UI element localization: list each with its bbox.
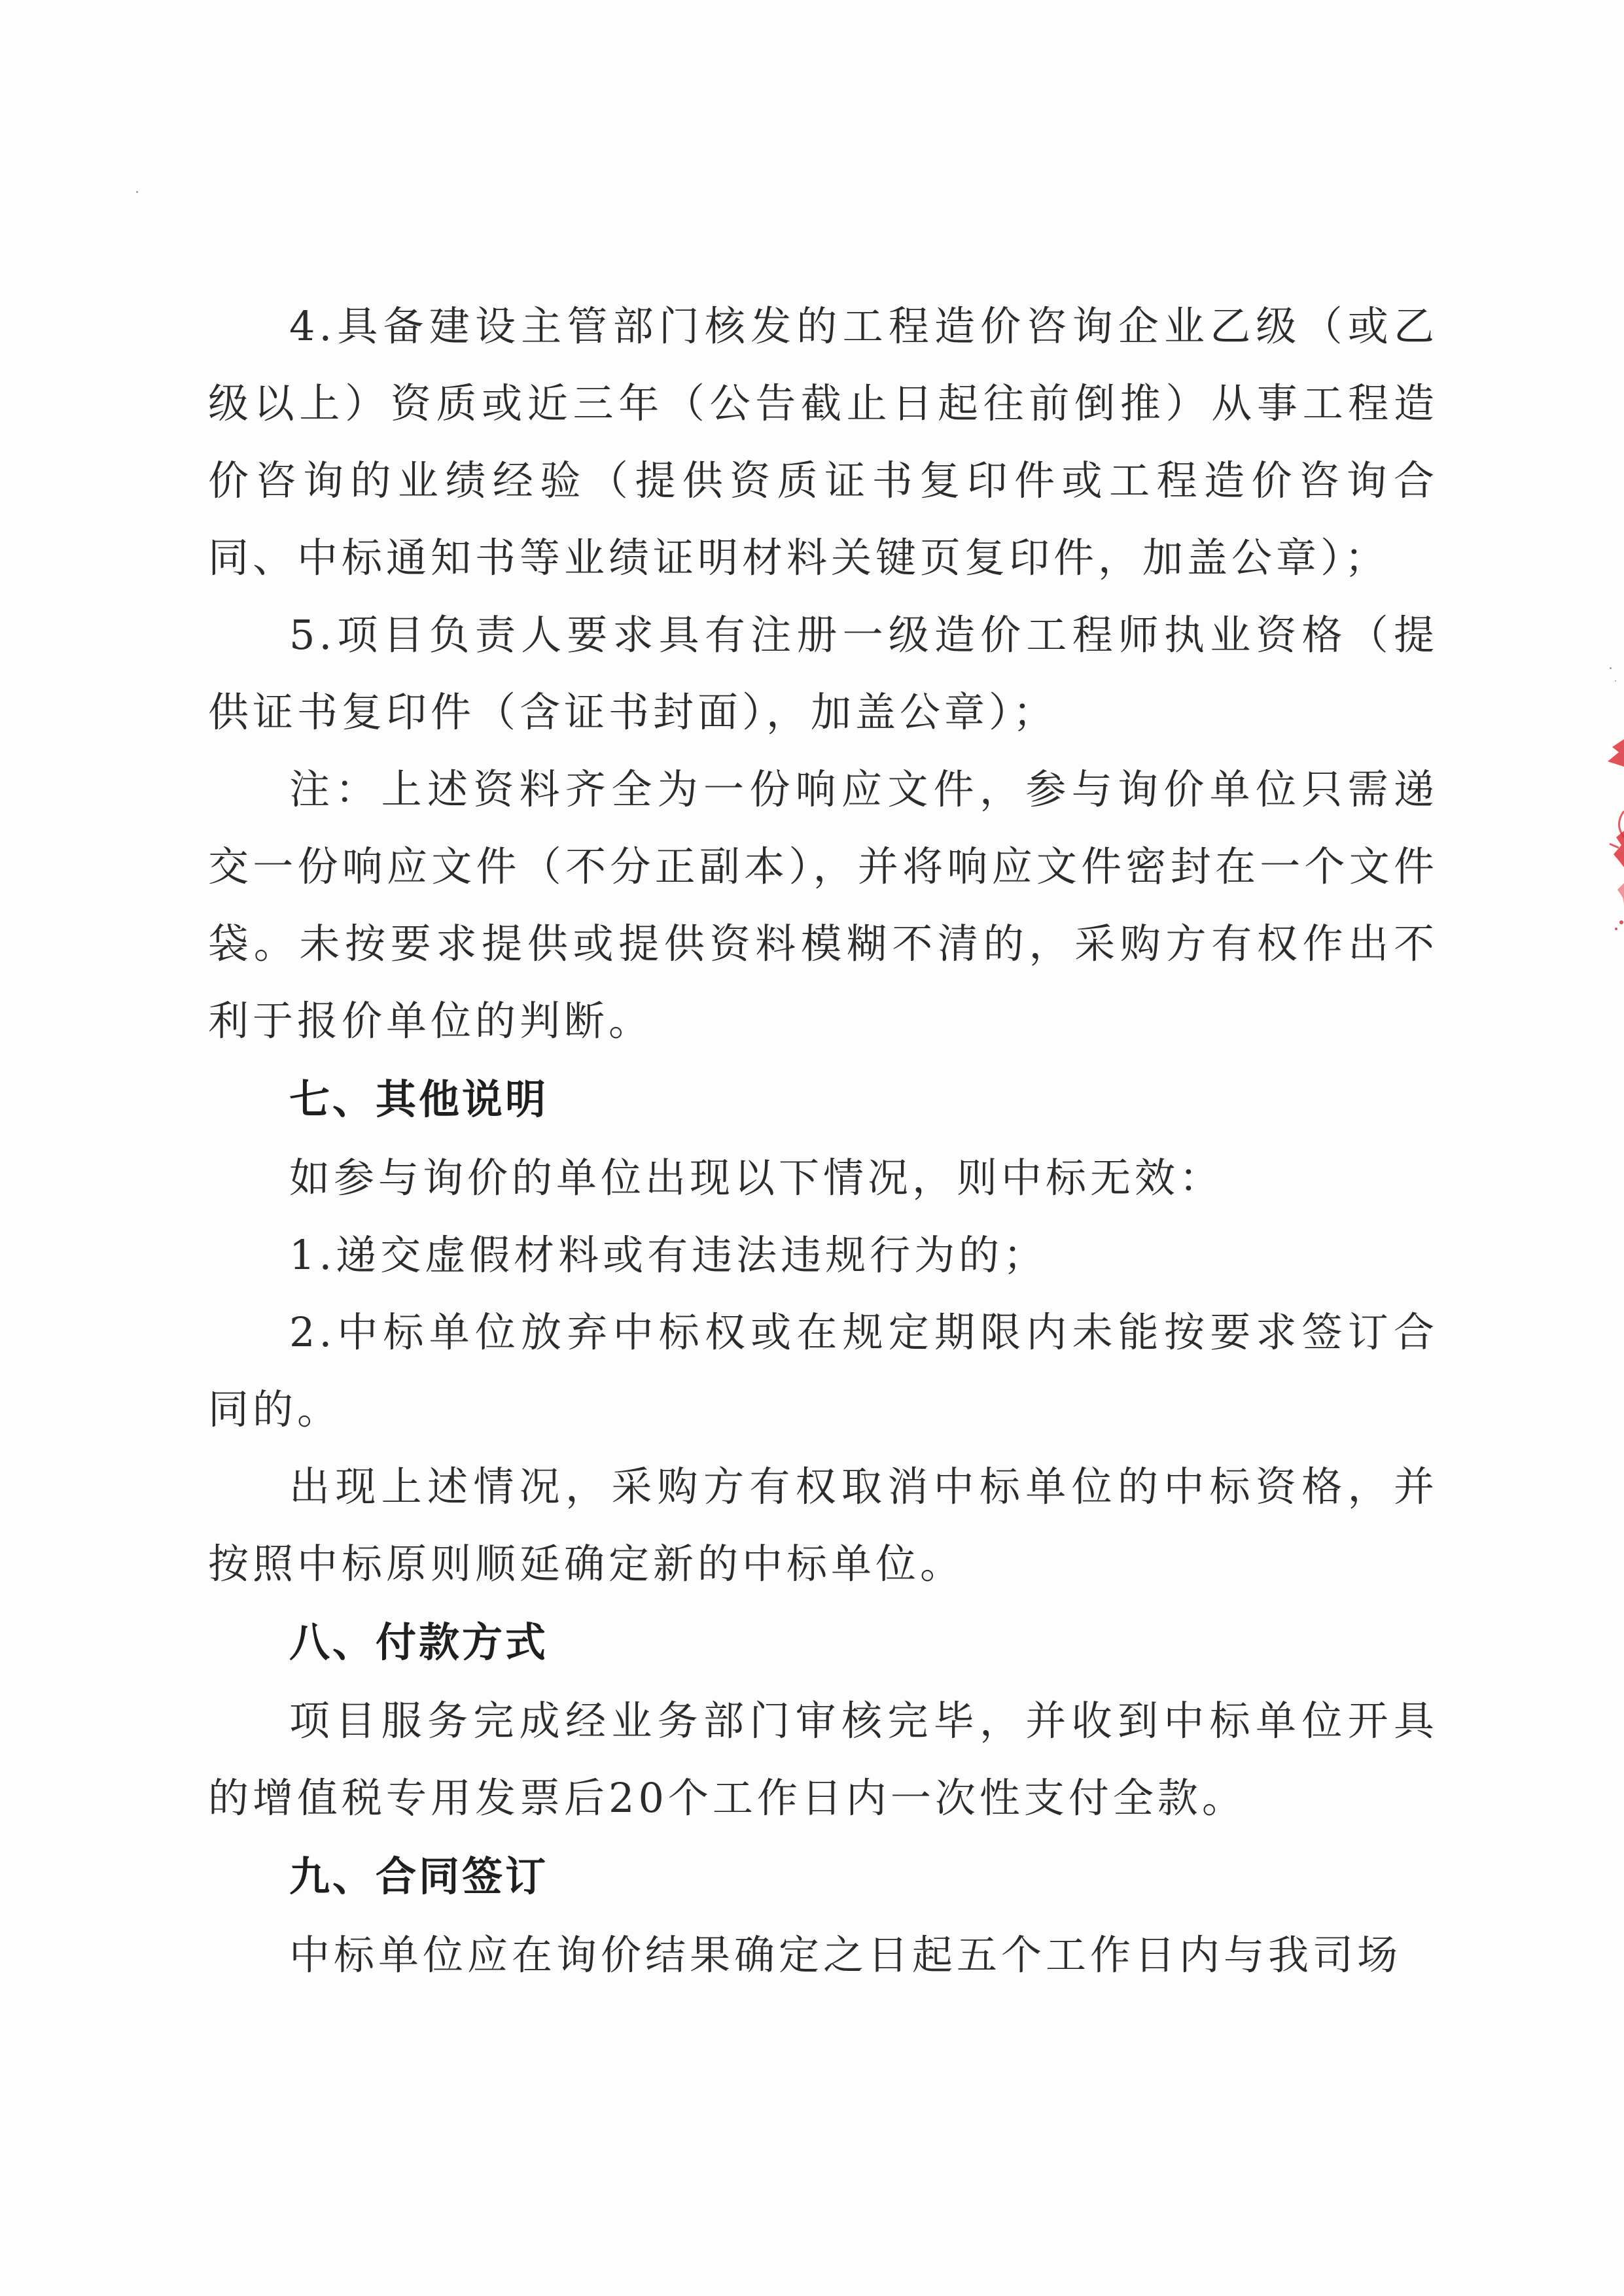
section-7-item-1: 1.递交虚假材料或有违法违规行为的； [289, 1231, 1048, 1279]
requirement-5: 5.项目负责人要求具有注册一级造价工程师执业资格（提供证书复印件（含证书封面），加盖公章）； [208, 611, 1438, 736]
document-body [208, 288, 1438, 1994]
seal-stamp-edge [1578, 733, 1624, 968]
note-paragraph: 注：上述资料齐全为一份响应文件，参与询价单位只需递交一份响应文件（不分正副本），并将响应文件密封在一个文件袋。未按要求提供或提供资料模糊不清的，采购方有权作出不利于报价单位的判断。 [208, 765, 1438, 1045]
section-7-heading: 七、其他说明 [289, 1075, 549, 1123]
scan-speck [1610, 667, 1612, 669]
section-9-text: 中标单位应在询价结果确定之日起五个工作日内与我司场 [289, 1931, 1402, 1979]
section-7-conclusion: 出现上述情况，采购方有权取消中标单位的中标资格，并按照中标原则顺延确定新的中标单位。 [208, 1463, 1438, 1588]
scan-speck [1615, 680, 1616, 682]
requirement-4: 4.具备建设主管部门核发的工程造价咨询企业乙级（或乙级以上）资质或近三年（公告截止日起往前倒推）从事工程造价咨询的业绩经验（提供资质证书复印件或工程造价咨询合同、中标通知书等业绩证明材料关键页复印件，加盖公章）； [208, 302, 1438, 582]
section-7-intro: 如参与询价的单位出现以下情况，则中标无效： [289, 1154, 1224, 1202]
section-8-heading: 八、付款方式 [289, 1618, 549, 1666]
scan-speck [136, 191, 138, 193]
section-9-heading: 九、合同签订 [289, 1852, 549, 1900]
section-8-text: 项目服务完成经业务部门审核完毕，并收到中标单位开具的增值税专用发票后20个工作日内一次性支付全款。 [208, 1697, 1438, 1822]
section-7-item-2: 2.中标单位放弃中标权或在规定期限内未能按要求签订合同的。 [208, 1308, 1438, 1433]
